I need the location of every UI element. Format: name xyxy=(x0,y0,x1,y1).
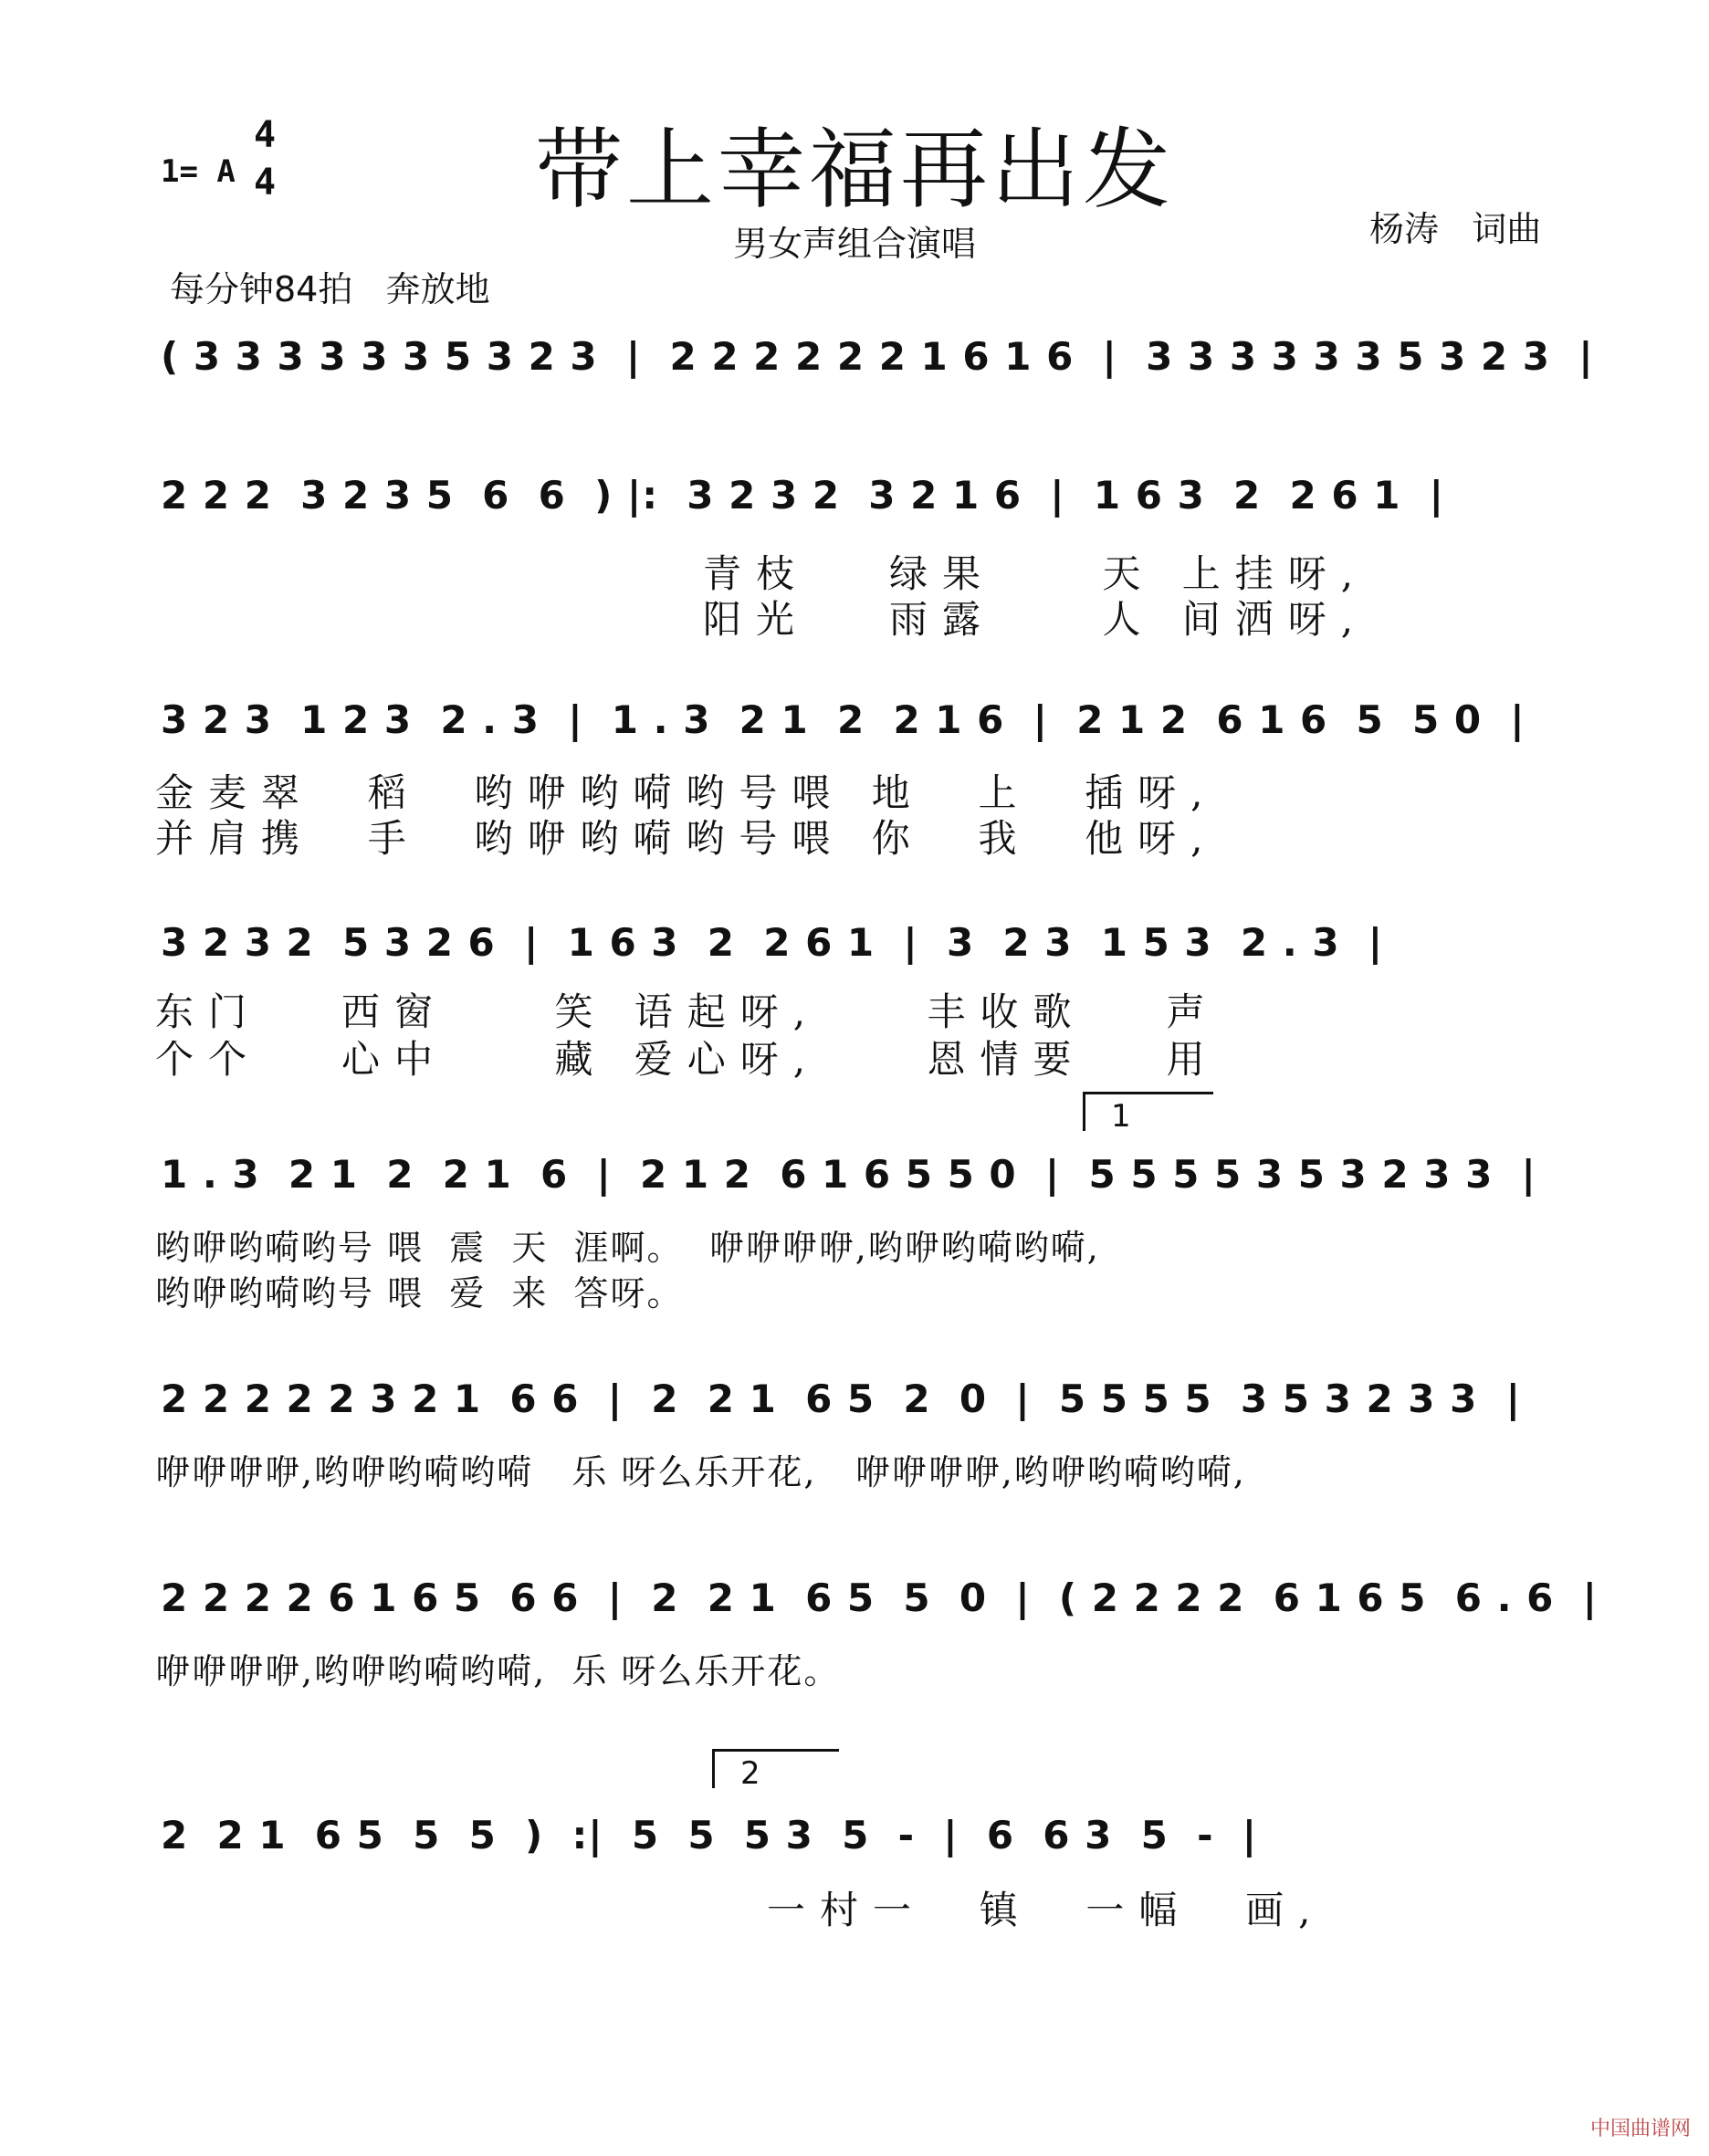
score-row-6-notes: 2 2 2 2 2 3 2 1 6 6 | 2 2 1 6 5 2 0 | 5 5 5 5 3 5 3 2 3 3 | xyxy=(161,1376,1521,1421)
page-title: 带上幸福再出发 xyxy=(535,119,1174,221)
score-row-8-lyric-1: 一村一 镇 一幅 画, xyxy=(767,1888,1326,1932)
score-row-1-notes: ( 3 3 3 3 3 3 5 3 2 3 | 2 2 2 2 2 2 1 6 1 6 | 3 3 3 3 3 3 5 3 2 3 | xyxy=(161,334,1594,379)
time-signature-bottom: 4 xyxy=(254,162,277,204)
score-row-5-lyric-1: 哟咿哟嗬哟号 喂 震 天 涯啊。 咿咿咿咿,哟咿哟嗬哟嗬, xyxy=(155,1228,1100,1268)
second-ending-bracket xyxy=(712,1749,839,1792)
score-row-3-lyric-2: 并肩携 手 哟咿哟嗬哟号喂 你 我 他呀, xyxy=(155,816,1218,861)
watermark-logo: 中国曲谱网 xyxy=(1589,2118,1691,2140)
score-row-2-lyric-2: 阳光 雨露 人 间洒呀, xyxy=(703,597,1368,642)
time-signature-top: 4 xyxy=(254,114,277,156)
key-signature: 1= A xyxy=(161,153,236,190)
score-row-2-notes: 2 2 2 3 2 3 5 6 6 ) |: 3 2 3 2 3 2 1 6 | 1 6 3 2 2 6 1 | xyxy=(161,473,1445,518)
score-row-7-notes: 2 2 2 2 6 1 6 5 6 6 | 2 2 1 6 5 5 0 | ( 2 2 2 2 6 1 6 5 6 . 6 | xyxy=(161,1575,1598,1620)
score-row-4-lyric-2: 个个 心中 藏 爱心呀, 恩情要 用 xyxy=(155,1037,1220,1082)
first-ending-number: 1 xyxy=(1111,1098,1131,1135)
composer-credit: 杨涛 词曲 xyxy=(1369,209,1542,249)
score-row-8-notes: 2 2 1 6 5 5 5 ) :| 5 5 5 3 5 - | 6 6 3 5 - | xyxy=(161,1813,1258,1858)
score-row-5-lyric-2: 哟咿哟嗬哟号 喂 爱 来 答呀。 xyxy=(155,1273,684,1313)
tempo-marking: 每分钟84拍 奔放地 xyxy=(170,269,490,309)
performance-note: 男女声组合演唱 xyxy=(732,224,976,264)
first-ending-bracket xyxy=(1083,1092,1213,1135)
score-row-2-lyric-1: 青枝 绿果 天 上挂呀, xyxy=(703,551,1368,596)
second-ending-number: 2 xyxy=(740,1755,760,1792)
score-row-3-lyric-1: 金麦翠 稻 哟咿哟嗬哟号喂 地 上 插呀, xyxy=(155,770,1218,815)
score-row-3-notes: 3 2 3 1 2 3 2 . 3 | 1 . 3 2 1 2 2 1 6 | 2 1 2 6 1 6 5 5 0 | xyxy=(161,697,1526,742)
score-row-5-notes: 1 . 3 2 1 2 2 1 6 | 2 1 2 6 1 6 5 5 0 | 5 5 5 5 3 5 3 2 3 3 | xyxy=(161,1152,1536,1197)
score-row-6-lyric-1: 咿咿咿咿,哟咿哟嗬哟嗬 乐 呀么乐开花, 咿咿咿咿,哟咿哟嗬哟嗬, xyxy=(155,1452,1246,1492)
score-row-7-lyric-1: 咿咿咿咿,哟咿哟嗬哟嗬, 乐 呀么乐开花。 xyxy=(155,1651,841,1691)
score-row-4-lyric-1: 东门 西窗 笑 语起呀, 丰收歌 声 xyxy=(155,989,1220,1034)
score-row-4-notes: 3 2 3 2 5 3 2 6 | 1 6 3 2 2 6 1 | 3 2 3 1 5 3 2 . 3 | xyxy=(161,920,1384,965)
